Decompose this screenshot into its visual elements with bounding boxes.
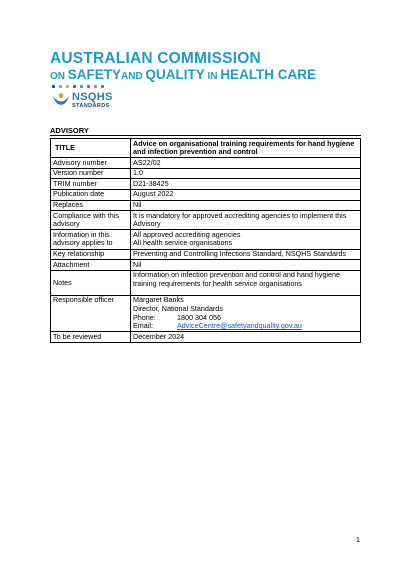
responsible-officer-key: Responsible officer: [51, 295, 131, 331]
table-row-key-relationship: [51, 249, 361, 260]
advisory-table: [50, 138, 361, 343]
replaces-key: Replaces: [51, 200, 131, 211]
table-row-replaces: [51, 200, 361, 211]
nsqhs-dot: [101, 85, 104, 88]
table-row-trim-number: [51, 179, 361, 190]
to-be-reviewed-value: December 2024: [131, 332, 361, 343]
logo-line-1: AUSTRALIAN COMMISSION: [50, 50, 261, 67]
email-link[interactable]: AdviceCentre@safetyandquality.gov.au: [177, 321, 302, 331]
nsqhs-dot: [87, 85, 90, 88]
trim-number-key: TRIM number: [51, 179, 131, 190]
table-row-to-be-reviewed: [51, 332, 361, 343]
logo-line-2: ON SAFETYAND QUALITY IN HEALTH CARE: [50, 67, 317, 82]
nsqhs-standards-label: STANDARDS: [72, 103, 110, 109]
officer-phone: Phone: 1800 304 056: [133, 312, 221, 322]
version-number-key: Version number: [51, 168, 131, 179]
to-be-reviewed-key: To be reviewed: [51, 332, 131, 343]
publication-date-value: August 2022: [131, 189, 361, 200]
key-relationship-key: Key relationship: [51, 249, 131, 260]
compliance-value: It is mandatory for approved accrediting agencies to implement this Advisory: [131, 211, 361, 230]
applies-to-key: Information in this advisory applies to: [51, 230, 131, 249]
attachment-key: Attachment: [51, 260, 131, 271]
heading-rule: [50, 135, 361, 136]
officer-title: Director, National Standards: [133, 304, 223, 313]
table-row-compliance: [51, 211, 361, 230]
responsible-officer-value: [131, 295, 361, 331]
officer-email: Email: AdviceCentre@safetyandquality.gov.au: [133, 321, 302, 331]
notes-key: Notes: [51, 270, 131, 295]
nsqhs-person-icon: [52, 92, 70, 108]
table-row-responsible-officer: [51, 295, 361, 331]
version-number-value: 1.0: [131, 168, 361, 179]
nsqhs-dots: [52, 85, 104, 88]
nsqhs-dot: [66, 85, 69, 88]
table-row-applies-to: [51, 230, 361, 249]
replaces-value: Nil: [131, 200, 361, 211]
advisory-number-key: Advisory number: [51, 158, 131, 169]
table-row-advisory-number: [51, 158, 361, 169]
trim-number-value: D21-38425: [131, 179, 361, 190]
nsqhs-dot: [94, 85, 97, 88]
table-row-title: [51, 139, 361, 158]
advisory-number-value: AS22/02: [131, 158, 361, 169]
title-value: Advice on organisational training requirements for hand hygiene and infection prevention and control: [131, 139, 361, 158]
nsqhs-dot: [52, 85, 55, 88]
officer-name: Margaret Banks: [133, 295, 184, 305]
page-number: 1: [356, 537, 360, 544]
attachment-value: Nil: [131, 260, 361, 271]
compliance-key: Compliance with this advisory: [51, 211, 131, 230]
nsqhs-logo: [50, 85, 140, 115]
title-key: TITLE: [51, 139, 131, 158]
commission-logo: [50, 51, 316, 84]
key-relationship-value: Preventing and Controlling Infections Standard, NSQHS Standards: [131, 249, 361, 260]
notes-value: Information on infection prevention and control and hand hygiene training requirements for health service organisations: [131, 270, 361, 295]
publication-date-key: Publication date: [51, 189, 131, 200]
applies-to-value: All approved accrediting agencies All health service organisations: [131, 230, 361, 249]
nsqhs-dot: [80, 85, 83, 88]
table-row-version-number: [51, 168, 361, 179]
nsqhs-wordmark: NSQHS: [72, 91, 113, 103]
table-row-notes: [51, 270, 361, 295]
nsqhs-dot: [73, 85, 76, 88]
table-row-attachment: [51, 260, 361, 271]
table-row-publication-date: [51, 189, 361, 200]
advisory-heading: ADVISORY: [50, 126, 89, 135]
nsqhs-dot: [59, 85, 62, 88]
